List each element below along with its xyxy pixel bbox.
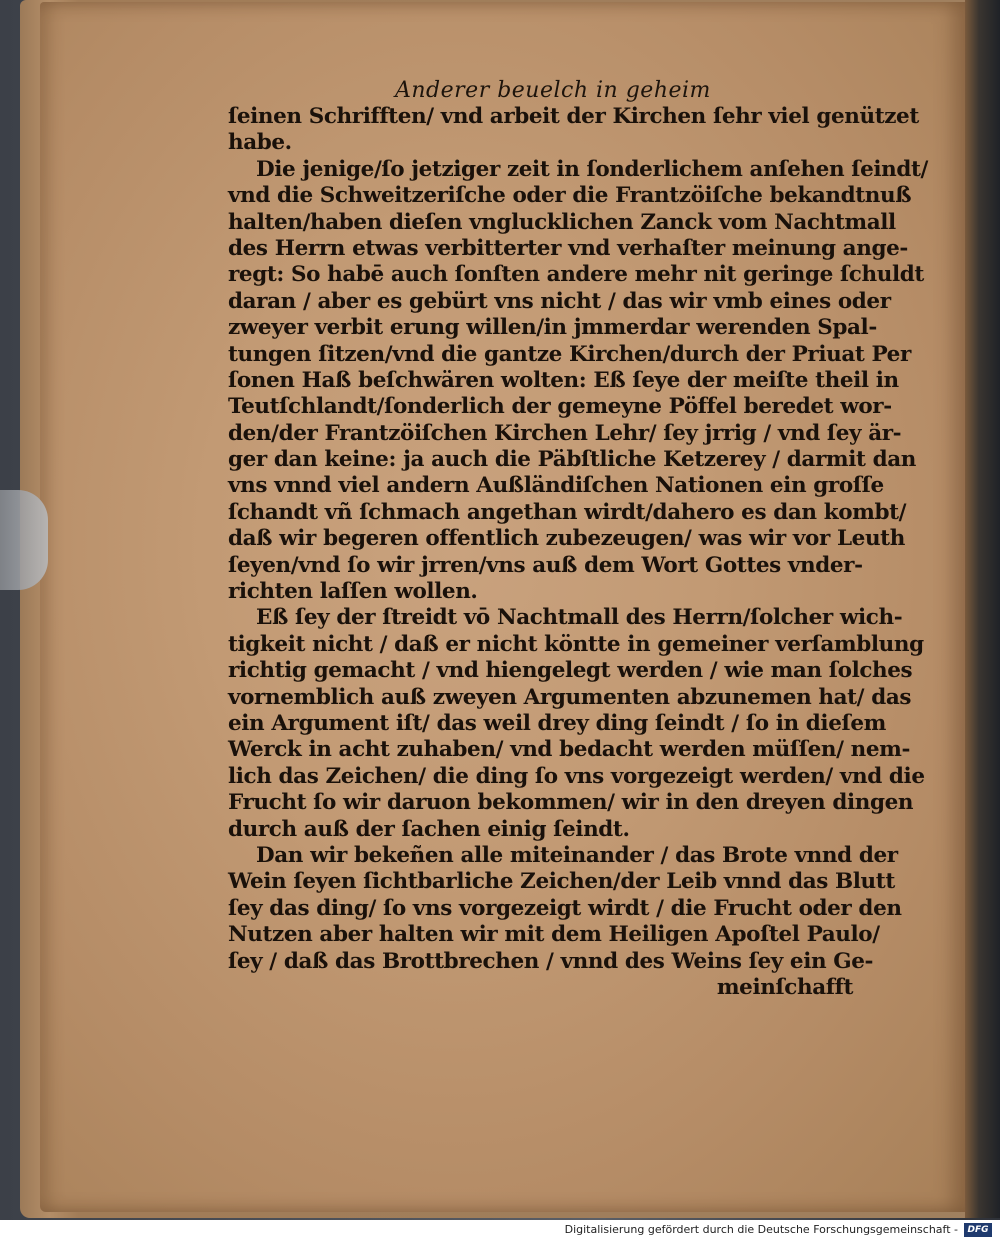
text-line: daß wir begeren offentlich zubezeugen/ was wir vor Leuth — [228, 526, 905, 552]
text-line: richtig gemacht / vnd hiengelegt werden / wie man ſolches — [228, 658, 913, 684]
text-line: lich das Zeichen/ die ding ſo vns vorgezeigt werden/ vnd die — [228, 763, 925, 789]
text-line: habe. — [228, 130, 292, 156]
dfg-logo-icon: DFG — [964, 1223, 992, 1237]
text-line: ſchandt vñ ſchmach angethan wirdt/dahero es dan kombt/ — [228, 499, 907, 525]
catchword: meinſchafft — [716, 974, 853, 1000]
text-line: Nutzen aber halten wir mit dem Heiligen Apoſtel Paulo/ — [228, 922, 880, 948]
text-line: durch auß der ſachen einig ſeindt. — [228, 816, 630, 842]
text-line: Dan wir bekeñen alle miteinander / das Brote vnnd der — [256, 842, 898, 868]
text-line: ſeyen/vnd ſo wir jrren/vns auß dem Wort Gottes vnder- — [228, 552, 863, 578]
text-line: richten laſſen wollen. — [228, 579, 478, 605]
text-line: Wein ſeyen ſichtbarliche Zeichen/der Leib vnnd das Blutt — [228, 869, 895, 895]
text-line: Teutſchlandt/ſonderlich der gemeyne Pöffel beredet wor- — [228, 394, 892, 420]
footer-bar — [0, 1220, 1000, 1241]
page-clip — [0, 490, 48, 590]
text-line: ein Argument iſt/ das weil drey ding ſeindt / ſo in dieſem — [228, 710, 886, 736]
text-line: tungen ſitzen/vnd die gantze Kirchen/durch der Priuat Per — [228, 341, 911, 367]
text-line: ſeinen Schrifften/ vnd arbeit der Kirchen ſehr viel genützet — [228, 104, 919, 129]
text-line: ger dan keine: ja auch die Päbſtliche Ketzerey / darmit dan — [228, 447, 917, 473]
body-text — [228, 104, 929, 1001]
text-line: Frucht ſo wir daruon bekommen/ wir in den dreyen dingen — [228, 790, 914, 816]
text-line: vnd die Schweitzeriſche oder die Frantzöiſche bekandtnuß — [228, 183, 912, 209]
text-line: vornemblich auß zweyen Argumenten abzunemen hat/ das — [228, 684, 912, 710]
text-line: ſey das ding/ ſo vns vorgezeigt wirdt / die Frucht oder den — [228, 895, 902, 921]
text-line: ſonen Haß beſchwären wolten: Eß ſeye der meiſte theil in — [228, 367, 899, 393]
text-line: zweyer verbit erung willen/in jmmerdar werenden Spal- — [228, 315, 877, 341]
text-line: Eß ſey der ſtreidt vō Nachtmall des Herrn/ſolcher wich- — [256, 605, 903, 631]
text-line: vns vnnd viel andern Außländiſchen Nationen ein groſſe — [228, 473, 884, 499]
book-gutter — [965, 0, 1000, 1218]
text-line: ſey / daß das Brottbrechen / vnnd des Weins ſey ein Ge- — [228, 948, 874, 974]
text-line: den/der Frantzöiſchen Kirchen Lehr/ ſey jrrig / vnd ſey är- — [228, 420, 902, 446]
text-line: daran / aber es gebürt vns nicht / das wir vmb eines oder — [228, 288, 891, 314]
running-header: Anderer beuelch in geheim — [395, 78, 711, 103]
text-line: regt: So habē auch ſonſten andere mehr nit geringe ſchuldt — [228, 262, 924, 288]
text-line: Werck in acht zuhaben/ vnd bedacht werden müſſen/ nem- — [228, 737, 911, 763]
footer-credit: Digitalisierung gefördert durch die Deutsche Forschungsgemeinschaft - — [564, 1223, 958, 1236]
text-line: des Herrn etwas verbitterter vnd verhaſter meinung ange- — [228, 235, 908, 261]
text-line: halten/haben dieſen vnglucklichen Zanck vom Nachtmall — [228, 209, 896, 235]
text-line: Die jenige/ſo jetziger zeit in ſonderlichem anſehen ſeindt/ — [256, 156, 929, 182]
text-line: tigkeit nicht / daß er nicht köntte in gemeiner verſamblung — [228, 631, 924, 657]
